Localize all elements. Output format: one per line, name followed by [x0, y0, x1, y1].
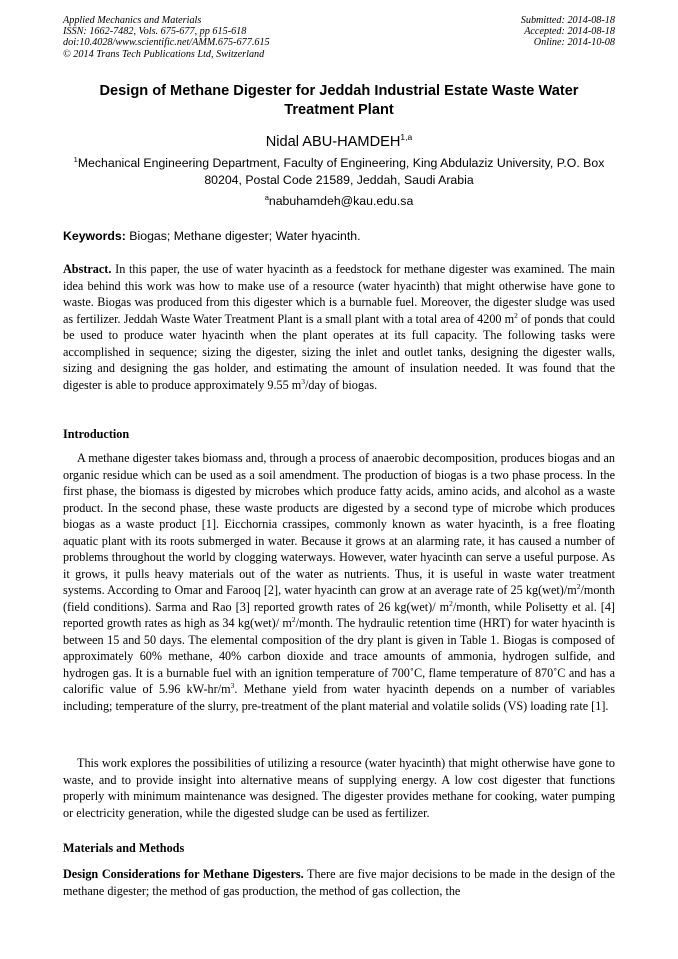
affiliation-superscript: 1: [73, 155, 78, 164]
introduction-paragraph: [63, 450, 615, 714]
superscript: 2: [514, 310, 518, 320]
author-line: [63, 133, 615, 151]
dates-header: [521, 15, 615, 49]
author-email: [63, 193, 615, 209]
subsection-label: Design Considerations for Methane Digesters.: [63, 867, 304, 881]
abstract-label: Abstract.: [63, 262, 112, 276]
introduction-paragraph: This work explores the possibilities of utilizing a resource (water hyacinth) that might otherwise have gone to waste, and to provide insight into alternative means of supplying energy. A low cost digester that functions properly with minimum maintenance was designed. The digester provides methane for cooking, water pumping or electricity generation, while the digested sludge can be used as fertilizer.: [63, 756, 615, 820]
author-superscript: 1,a: [400, 132, 413, 142]
paragraph-text: . Methane yield from water hyacinth depends on a number of variables including; temperature of the slurry, pre-treatment of the plant material and volatile solids (VS) loading rate [1].: [63, 682, 615, 713]
superscript: 3: [301, 376, 306, 386]
keywords-label: Keywords:: [63, 229, 126, 243]
email-text: nabuhamdeh@kau.edu.sa: [268, 194, 414, 208]
abstract-text: In this paper, the use of water hyacinth as a feedstock for methane digester was examined. The main idea behind this work was how to make use of a resource (water hyacinth) that might otherwise have gone to waste. Biogas was produced from this digester which is a burnable fuel. Moreover, the digester sludge was used as fertilizer. Jeddah Waste Water Treatment Plant is a small plant with a total area of 4200 m: [63, 262, 615, 326]
copyright-line: © 2014 Trans Tech Publications Ltd, Switzerland: [63, 48, 265, 60]
paragraph-text: /month, while Polisetty et al. [4] reported growth rates as high as 34 kg(wet)/ m: [63, 599, 615, 630]
paragraph-text: A methane digester takes biomass and, through a process of anaerobic decomposition, produces biogas and an organic residue which can be used as a soil amendment. The production of biogas is a two phase process. In the first phase, the biomass is digested by microbes which produce fatty acids, amino acids, and alcohol as a waste product. In the second phase, these waste products are digested by a second type of microbe which produces biogas as a waste product [1]. Eicchornia crassipes, commonly known as water hyacinth, is a free floating aquatic plant with its roots submerged in water. Because it grows at an alarming rate, it has caused a number of problems throughout the world by clogging waterways. However, water hyacinth can serve a useful purpose. As it grows, it pulls heavy materials out of the water as nutrients. Thus, it is useful in waste water treatment systems. According to Omar and Farooq [2], water hyacinth can grow at an average rate of 25 kg(wet)/m: [63, 451, 615, 597]
affiliation-text: Mechanical Engineering Department, Faculty of Engineering, King Abdulaziz University, P.O. Box 80204, Postal Code 21589, Jeddah, Saudi Arabia: [77, 156, 605, 187]
online-date: Online: 2014-10-08: [533, 37, 615, 49]
superscript: 2: [291, 615, 296, 624]
abstract-text: of ponds that could be used to produce water hyacinth when the plant operates at its full capacity. The following tasks were accomplished in sequence; sizing the digester, sizing the inlet and outlet tanks, designing the digester walls, sizing and designing the gas holder, and estimating the amount of insulation needed. It was found that the digester is able to produce approximately 9.55 m: [63, 311, 616, 392]
author-name: Nidal ABU-HAMDEH: [265, 134, 401, 150]
design-considerations-paragraph: [63, 866, 615, 899]
doi-line: doi:10.4028/www.scientific.net/AMM.675-677.615: [63, 37, 270, 49]
paragraph-text: There are five major decisions to be made in the design of the methane digester; the method of gas production, the method of gas collection, the: [63, 867, 615, 898]
submitted-date: Submitted: 2014-08-18: [520, 15, 615, 26]
email-superscript: a: [264, 193, 269, 202]
superscript: 2: [449, 598, 453, 608]
keywords-text: Biogas; Methane digester; Water hyacinth.: [125, 229, 361, 243]
abstract-text: /day of biogas.: [305, 377, 378, 392]
accepted-date: Accepted: 2014-08-18: [524, 26, 615, 38]
section-heading-materials-methods: Materials and Methods: [63, 841, 185, 855]
journal-header: [63, 15, 270, 60]
paper-title: Design of Methane Digester for Jeddah Industrial Estate Waste Water Treatment Plant: [99, 83, 579, 118]
keywords: [63, 228, 615, 244]
abstract: [63, 261, 615, 393]
journal-name: Applied Mechanics and Materials: [63, 15, 202, 26]
superscript: 2: [576, 582, 581, 591]
issn-line: ISSN: 1662-7482, Vols. 675-677, pp 615-618: [63, 26, 247, 38]
paragraph-text: /month. The hydraulic retention time (HRT) for water hyacinth is between 15 and 50 days. The elemental composition of the dry plant is given in Table 1. Biogas is composed of approximately 60% methane, 40% carbon dioxide and trace amounts of ammonia, hydrogen sulfide, and hydrogen gas. It is a burnable fuel with an ignition temperature of 700˚C, flame temperature of 870˚C and has a calorific value of 5.96 kW-hr/m: [63, 616, 615, 696]
paragraph-text: /month (field conditions). Sarma and Rao [3] reported growth rates of 26 kg(wet)/ m: [63, 583, 615, 614]
superscript: 3: [230, 681, 235, 690]
affiliation: [63, 155, 615, 189]
section-heading-introduction: Introduction: [63, 427, 130, 441]
